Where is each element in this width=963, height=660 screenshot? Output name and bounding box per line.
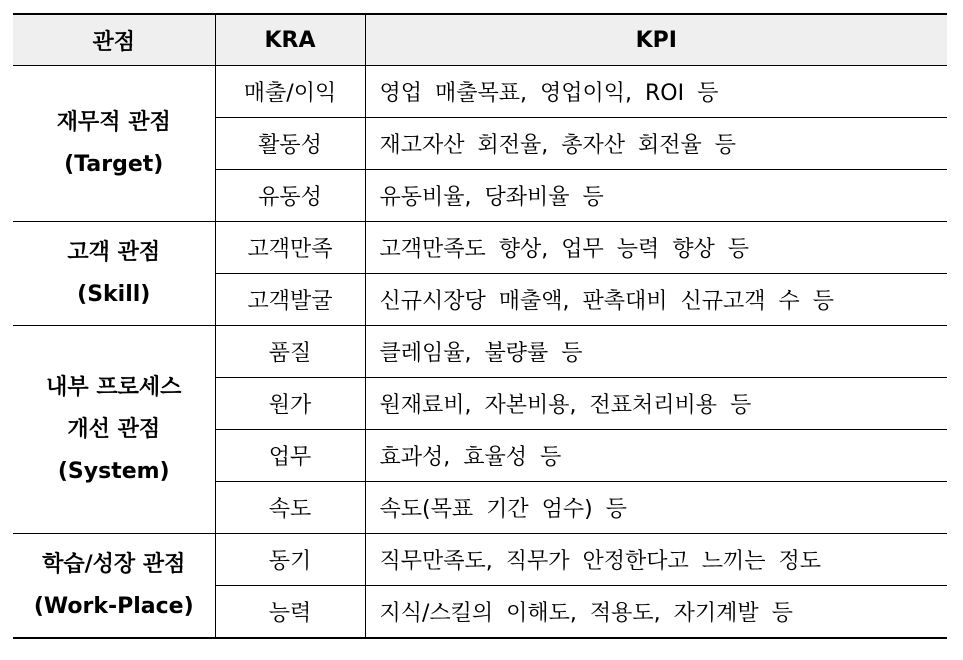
header-perspective: 관점 <box>13 14 215 66</box>
perspective-financial <box>13 66 215 222</box>
perspective-learning-growth <box>13 534 215 639</box>
header-kra: KRA <box>215 14 365 66</box>
table-row <box>13 326 947 378</box>
kra-cell: 고객만족 <box>215 222 365 274</box>
kra-cell: 동기 <box>215 534 365 586</box>
kpi-cell: 클레임율, 불량률 등 <box>365 326 947 378</box>
table-row <box>13 222 947 274</box>
kpi-cell: 원재료비, 자본비용, 전표처리비용 등 <box>365 378 947 430</box>
perspective-title: 재무적 관점 <box>56 109 171 135</box>
kra-cell: 품질 <box>215 326 365 378</box>
perspective-title: 고객 관점 <box>67 239 161 265</box>
kpi-cell: 직무만족도, 직무가 안정한다고 느끼는 정도 <box>365 534 947 586</box>
header-kpi: KPI <box>365 14 947 66</box>
perspective-customer <box>13 222 215 326</box>
kpi-cell: 효과성, 효율성 등 <box>365 430 947 482</box>
kra-cell: 고객발굴 <box>215 274 365 326</box>
perspective-subtitle: (Target) <box>64 151 164 177</box>
header-row <box>13 14 947 66</box>
kra-cell: 속도 <box>215 482 365 534</box>
kra-cell: 매출/이익 <box>215 66 365 118</box>
kpi-cell: 지식/스킬의 이해도, 적용도, 자기계발 등 <box>365 586 947 639</box>
kra-cell: 원가 <box>215 378 365 430</box>
perspective-title-line1: 내부 프로세스 <box>46 374 182 400</box>
kpi-cell: 신규시장당 매출액, 판촉대비 신규고객 수 등 <box>365 274 947 326</box>
kra-cell: 업무 <box>215 430 365 482</box>
kpi-cell: 영업 매출목표, 영업이익, ROI 등 <box>365 66 947 118</box>
kpi-cell: 고객만족도 향상, 업무 능력 향상 등 <box>365 222 947 274</box>
table-row <box>13 66 947 118</box>
perspective-title-line2: 개선 관점 <box>67 416 161 442</box>
kpi-table <box>13 13 947 639</box>
perspective-title: 학습/성장 관점 <box>42 551 186 577</box>
kpi-cell: 재고자산 회전율, 총자산 회전율 등 <box>365 118 947 170</box>
table-row <box>13 534 947 586</box>
perspective-subtitle: (Work-Place) <box>33 593 194 619</box>
kra-cell: 유동성 <box>215 170 365 222</box>
perspective-subtitle: (System) <box>57 458 170 484</box>
perspective-subtitle: (Skill) <box>77 281 151 307</box>
perspective-internal-process <box>13 326 215 534</box>
kra-cell: 능력 <box>215 586 365 639</box>
kpi-cell: 속도(목표 기간 엄수) 등 <box>365 482 947 534</box>
kpi-cell: 유동비율, 당좌비율 등 <box>365 170 947 222</box>
kra-cell: 활동성 <box>215 118 365 170</box>
